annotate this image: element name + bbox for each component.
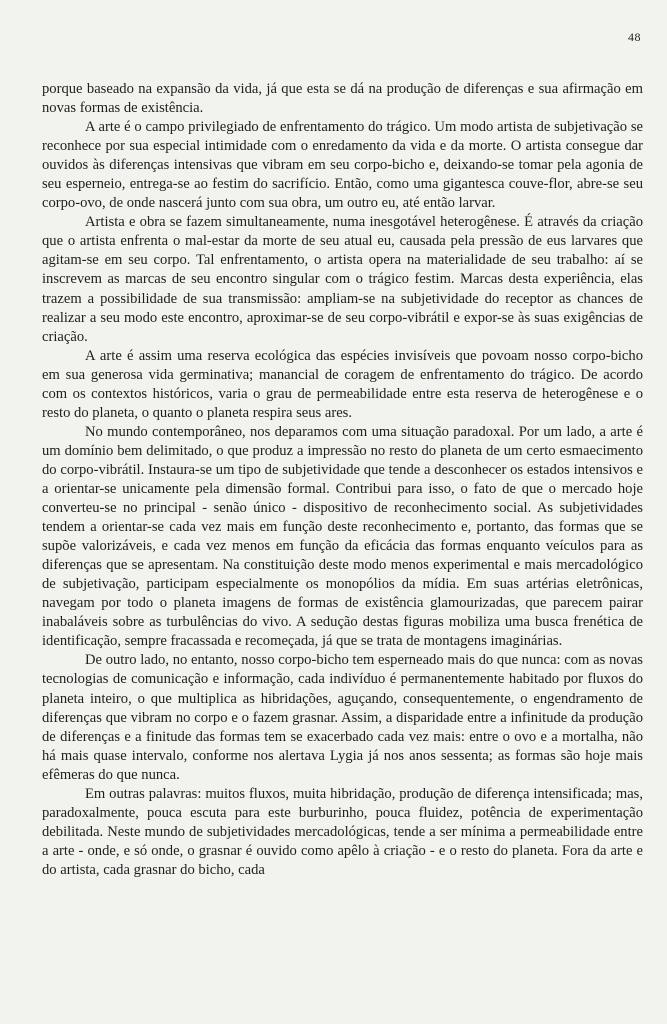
body-text [42, 80, 643, 880]
paragraph: A arte é o campo privilegiado de enfrentamento do trágico. Um modo artista de subjetivação se reconhece por sua especial intimidade com o enredamento da vida e da morte. O artista consegue dar ouvidos às diferenças intensivas que vibram em seu corpo-bicho e, deixando-se tomar pela agonia de seu esperneio, entrega-se ao festim do sacrifício. Então, como uma gigantesca couve-flor, abre-se seu corpo-ovo, de onde nascerá junto com sua obra, um outro eu, até então larvar. [42, 119, 643, 212]
page-number: 48 [628, 30, 641, 44]
paragraph: A arte é assim uma reserva ecológica das espécies invisíveis que povoam nosso corpo-bicho em sua generosa vida germinativa; manancial de coragem de enfrentamento do trágico. De acordo com os contextos históricos, varia o grau de permeabilidade entre esta reserva de heterogênese e o resto do planeta, o quanto o planeta respira seus ares. [42, 347, 643, 421]
paragraph: Artista e obra se fazem simultaneamente, numa inesgotável heterogênese. É através da criação que o artista enfrenta o mal-estar da morte de seu atual eu, causada pela pressão de eus larvares que agitam-se em seu corpo. Tal enfrentamento, o artista opera na materialidade de seu trabalho: aí se inscrevem as marcas de seu encontro singular com o trágico festim. Marcas desta experiência, elas trazem a possibilidade de sua transmissão: ampliam-se na subjetividade do receptor as chances de realizar a seu modo este encontro, aproximar-se de seu corpo-vibrátil e expor-se às suas exigências de criação. [42, 214, 643, 345]
paragraph: porque baseado na expansão da vida, já que esta se dá na produção de diferenças e sua afirmação em novas formas de existência. [42, 81, 643, 117]
paragraph: Em outras palavras: muitos fluxos, muita hibridação, produção de diferença intensificada; mas, paradoxalmente, pouca escuta para este burburinho, pouca fluidez, potência de experimentação debilitada. Neste mundo de subjetividades mercadológicas, tende a ser mínima a permeabilidade entre a arte - onde, e só onde, o grasnar é ouvido como apêlo à criação - e o resto do planeta. Fora da arte e do artista, cada grasnar do bicho, cada [42, 785, 643, 878]
paragraph: No mundo contemporâneo, nos deparamos com uma situação paradoxal. Por um lado, a arte é um domínio bem delimitado, o que produz a impressão no resto do planeta de um certo esmaecimento do corpo-vibrátil. Instaura-se um tipo de subjetividade que tende a desconhecer os estados intensivos e a orientar-se unicamente pela dimensão formal. Contribui para isso, o fato de que o mercado hoje converteu-se no principal - senão único - dispositivo de reconhecimento social. As subjetividades tendem a orientar-se cada vez mais em função deste reconhecimento e, portanto, das formas que se supõe valorizáveis, e cada vez menos em função da eficácia das formas enquanto veículos para as diferenças que se apresentam. Na constituição deste modo menos experimental e mais mercadológico de subjetivação, participam especialmente os monopólios da mídia. Em suas artérias eletrônicas, navegam por todo o planeta imagens de formas de existência glamourizadas, que parecem pairar inabaláveis sobre as turbulências do vivo. A sedução destas figuras mobiliza uma busca frenética de identificação, sempre fracassada e recomeçada, já que se trata de montagens imaginárias. [42, 423, 643, 650]
paragraph: De outro lado, no entanto, nosso corpo-bicho tem esperneado mais do que nunca: com as novas tecnologias de comunicação e informação, cada indivíduo é permanentemente habitado por fluxos do planeta inteiro, o que multiplica as hibridações, aguçando, consequentemente, o engendramento de diferenças que vibram no corpo e o fazem grasnar. Assim, a disparidade entre a infinitude da produção de diferenças e a finitude das formas tem se exacerbado cada vez mais: entre o ovo e a mortalha, não há mais quase intervalo, conforme nos alertava Lygia já nos anos sessenta; as formas são hoje mais efêmeras do que nunca. [42, 652, 643, 783]
